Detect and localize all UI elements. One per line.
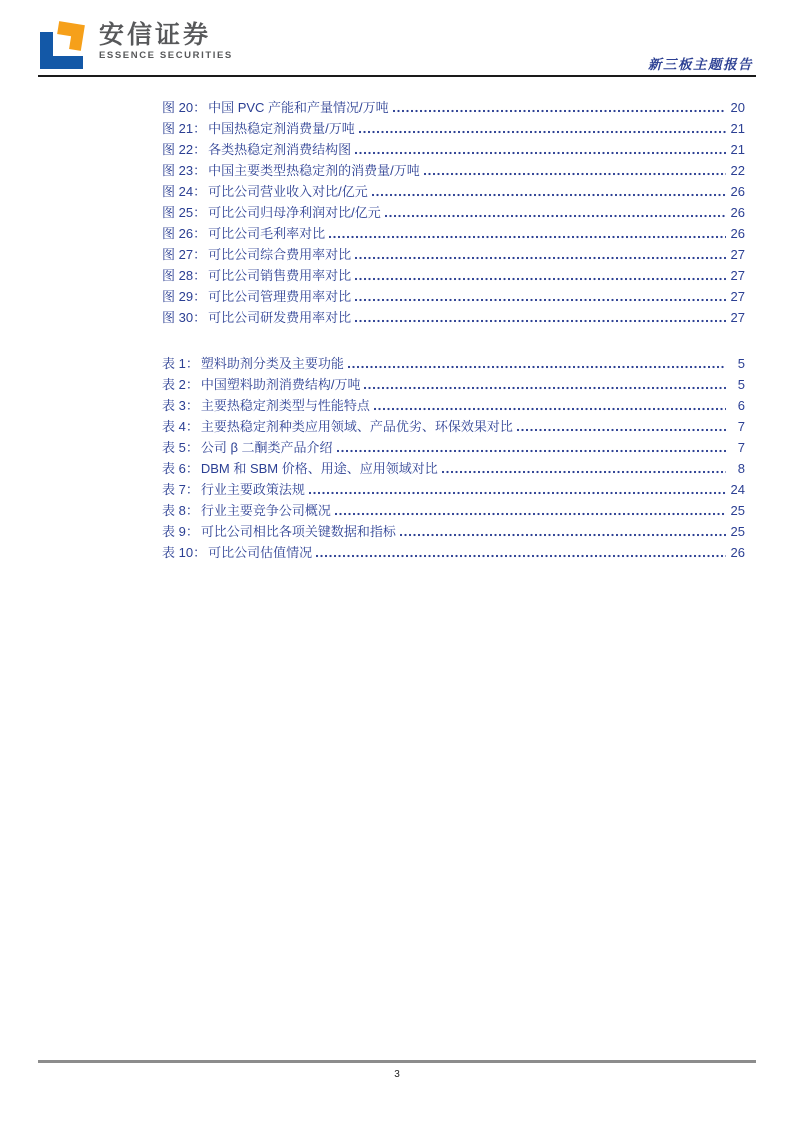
- dot-leader: [355, 151, 726, 155]
- tables-list: [162, 352, 745, 562]
- dot-leader: [355, 277, 726, 281]
- toc-entry-title: 可比公司归母净利润对比/亿元: [208, 205, 381, 220]
- toc-entry-label: 表 9：: [162, 524, 199, 539]
- toc-entry-title: 各类热稳定剂消费结构图: [208, 142, 352, 157]
- toc-entry-page: 24: [730, 482, 745, 497]
- toc-entry-label: 图 23：: [162, 163, 207, 178]
- toc-table-entry[interactable]: [162, 541, 745, 562]
- toc-entry-page: 26: [730, 184, 745, 199]
- toc-entry-label: 图 30：: [162, 310, 207, 325]
- toc-figure-entry[interactable]: [162, 96, 745, 117]
- toc-figure-entry[interactable]: [162, 138, 745, 159]
- toc-entry-label: 图 20：: [162, 100, 207, 115]
- page-number: 3: [394, 1069, 400, 1080]
- toc-entry-title: DBM 和 SBM 价格、用途、应用领域对比: [200, 461, 438, 476]
- brand: [40, 22, 233, 69]
- toc-entry-page: 25: [730, 524, 745, 539]
- toc-figure-entry[interactable]: [162, 117, 745, 138]
- toc-table-entry[interactable]: [162, 373, 745, 394]
- dot-leader: [385, 214, 726, 218]
- brand-text: [99, 22, 233, 62]
- dot-leader: [374, 407, 726, 411]
- dot-leader: [348, 365, 726, 369]
- toc-entry-page: 27: [730, 289, 745, 304]
- toc-entry-page: 21: [730, 142, 745, 157]
- toc-entry-page: 26: [730, 545, 745, 560]
- toc-table-entry[interactable]: [162, 457, 745, 478]
- toc-entry-title: 主要热稳定剂种类应用领域、产品优劣、环保效果对比: [200, 419, 513, 434]
- toc-entry-label: 图 21：: [162, 121, 207, 136]
- toc-entry-label: 表 7：: [162, 482, 199, 497]
- toc-table-entry[interactable]: [162, 352, 745, 373]
- dot-leader: [442, 470, 726, 474]
- toc-entry-page: 20: [730, 100, 745, 115]
- dot-leader: [355, 319, 726, 323]
- toc-entry-label: 表 4：: [162, 419, 199, 434]
- toc-entry-title: 中国热稳定剂消费量/万吨: [208, 121, 355, 136]
- toc-entry-label: 图 29：: [162, 289, 207, 304]
- toc-entry-label: 表 8：: [162, 503, 199, 518]
- dot-leader: [393, 109, 726, 113]
- toc-entry-page: 27: [730, 310, 745, 325]
- dot-leader: [329, 235, 726, 239]
- toc-entry-label: 表 1：: [162, 356, 199, 371]
- toc-entry-page: 8: [737, 461, 745, 476]
- toc-entry-label: 表 5：: [162, 440, 199, 455]
- toc-entry-page: 21: [730, 121, 745, 136]
- dot-leader: [424, 172, 726, 176]
- toc-figure-entry[interactable]: [162, 180, 745, 201]
- toc-table-entry[interactable]: [162, 499, 745, 520]
- toc-entry-page: 7: [737, 419, 745, 434]
- essence-securities-logo-icon: [40, 22, 88, 69]
- toc-entry-label: 图 24：: [162, 184, 207, 199]
- toc-entry-label: 图 25：: [162, 205, 207, 220]
- toc-entry-label: 图 26：: [162, 226, 207, 241]
- toc-entry-title: 公司 β 二酮类产品介绍: [200, 440, 333, 455]
- toc-entry-title: 可比公司估值情况: [208, 545, 313, 560]
- toc-figure-entry[interactable]: [162, 243, 745, 264]
- dot-leader: [309, 491, 726, 495]
- toc-entry-label: 图 22：: [162, 142, 207, 157]
- toc-entry-title: 可比公司毛利率对比: [208, 226, 326, 241]
- toc-entry-title: 中国主要类型热稳定剂的消费量/万吨: [208, 163, 420, 178]
- toc-entry-label: 表 6：: [162, 461, 199, 476]
- toc-table-entry[interactable]: [162, 436, 745, 457]
- toc-entry-page: 7: [737, 440, 745, 455]
- toc-entry-title: 可比公司相比各项关键数据和指标: [200, 524, 396, 539]
- toc-entry-page: 26: [730, 205, 745, 220]
- toc-entry-label: 表 10：: [162, 545, 207, 560]
- toc-figure-entry[interactable]: [162, 201, 745, 222]
- toc-figure-entry[interactable]: [162, 159, 745, 180]
- toc-entry-title: 主要热稳定剂类型与性能特点: [200, 398, 370, 413]
- logo-hole-shape: [54, 34, 71, 51]
- toc-entry-label: 表 3：: [162, 398, 199, 413]
- brand-name-cn: 安信证券: [99, 21, 212, 49]
- toc-entry-title: 可比公司综合费用率对比: [208, 247, 352, 262]
- toc-entry-page: 27: [730, 247, 745, 262]
- dot-leader: [372, 193, 726, 197]
- toc-entry-label: 图 27：: [162, 247, 207, 262]
- toc-figure-entry[interactable]: [162, 264, 745, 285]
- dot-leader: [517, 428, 726, 432]
- toc-entry-title: 中国塑料助剂消费结构/万吨: [200, 377, 361, 392]
- toc-figure-entry[interactable]: [162, 306, 745, 327]
- dot-leader: [400, 533, 726, 537]
- header-divider: [38, 75, 756, 77]
- toc-figure-entry[interactable]: [162, 285, 745, 306]
- toc-entry-label: 表 2：: [162, 377, 199, 392]
- figures-list: [162, 96, 745, 327]
- dot-leader: [359, 130, 726, 134]
- toc-table-entry[interactable]: [162, 520, 745, 541]
- brand-name-en: ESSENCE SECURITIES: [99, 50, 233, 61]
- toc-entry-title: 可比公司营业收入对比/亿元: [208, 184, 368, 199]
- toc-entry-title: 塑料助剂分类及主要功能: [200, 356, 344, 371]
- toc-entry-title: 可比公司研发费用率对比: [208, 310, 352, 325]
- toc-entry-page: 5: [737, 356, 745, 371]
- dot-leader: [337, 449, 726, 453]
- toc-table-entry[interactable]: [162, 478, 745, 499]
- dot-leader: [355, 298, 726, 302]
- dot-leader: [355, 256, 726, 260]
- toc-entry-page: 27: [730, 268, 745, 283]
- toc-entry-page: 25: [730, 503, 745, 518]
- dot-leader: [316, 554, 726, 558]
- dot-leader: [335, 512, 726, 516]
- toc-entry-title: 可比公司销售费用率对比: [208, 268, 352, 283]
- toc-table-entry[interactable]: [162, 394, 745, 415]
- toc-figure-entry[interactable]: [162, 222, 745, 243]
- dot-leader: [364, 386, 726, 390]
- toc-entry-page: 6: [737, 398, 745, 413]
- toc-table-entry[interactable]: [162, 415, 745, 436]
- report-type-label: 新三板主题报告: [648, 57, 753, 72]
- toc-entry-page: 5: [737, 377, 745, 392]
- toc-entry-title: 可比公司管理费用率对比: [208, 289, 352, 304]
- toc-entry-title: 中国 PVC 产能和产量情况/万吨: [208, 100, 389, 115]
- logo-blue-shape: [40, 56, 83, 69]
- toc-entry-title: 行业主要政策法规: [200, 482, 305, 497]
- table-of-contents: [162, 96, 745, 562]
- toc-entry-page: 22: [730, 163, 745, 178]
- toc-entry-label: 图 28：: [162, 268, 207, 283]
- footer-divider: [38, 1060, 756, 1063]
- toc-entry-page: 26: [730, 226, 745, 241]
- toc-entry-title: 行业主要竞争公司概况: [200, 503, 331, 518]
